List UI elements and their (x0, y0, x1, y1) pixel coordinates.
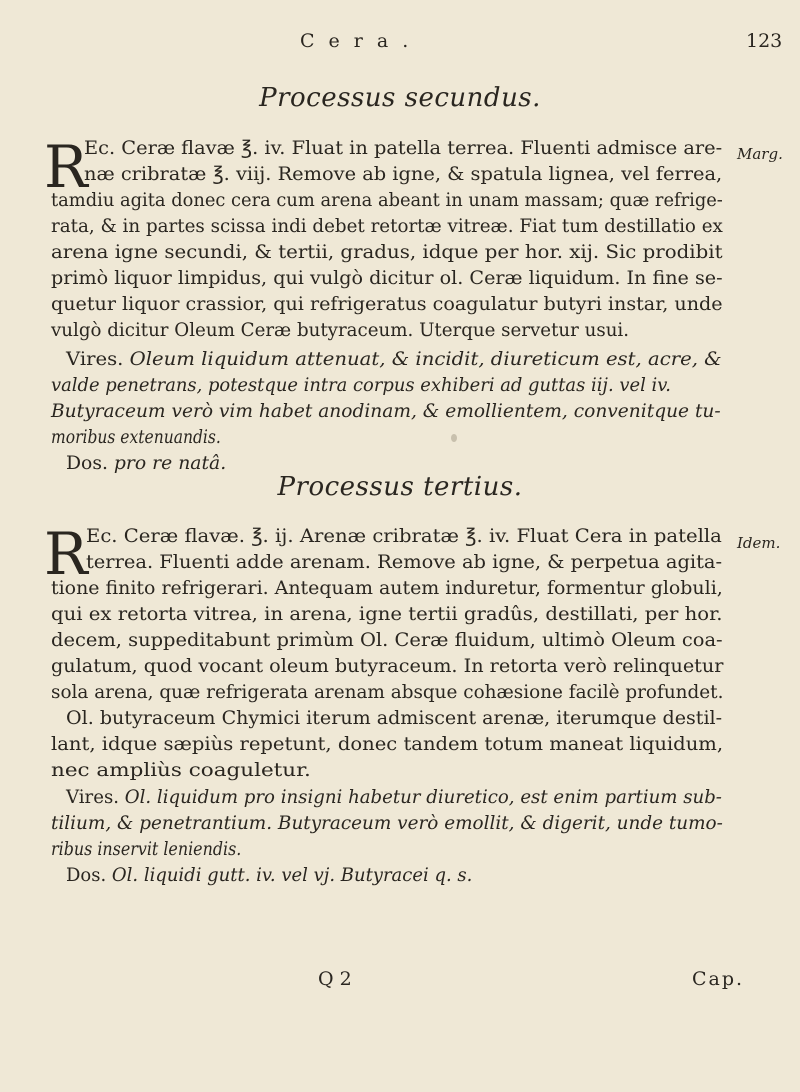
page-footer (0, 968, 800, 998)
text-line: Ol. butyraceum Chymici iterum admiscent arenæ, iterumque destil- (66, 707, 723, 729)
running-title: Cera. (300, 30, 423, 52)
text-line: tamdiu agita donec cera cum arena abeant in unam massam; quæ refrige- (51, 189, 723, 211)
text-line: Ec. Ceræ flavæ. ℥. ij. Arenæ cribratæ ℥. iv. Fluat Cera in patella (86, 525, 722, 547)
dosis-text: pro re natâ. (113, 452, 227, 474)
text-line: næ cribratæ ℥. viij. Remove ab igne, & spatula lignea, vel ferrea, (84, 163, 723, 185)
vires-text: Oleum liquidum attenuat, & incidit, diureticum est, acre, & (129, 348, 722, 370)
dosis-text: Ol. liquidi gutt. iv. vel vj. Butyracei q. s. (111, 864, 473, 886)
vires-line: Butyraceum verò vim habet anodinam, & emollientem, convenitque tu- (51, 400, 721, 422)
text-line: arena igne secundi, & tertii, gradus, idque per hor. xij. Sic prodibit (51, 241, 723, 263)
vires-line: ribus inservit leniendis. (51, 838, 242, 860)
text-line: nec ampliùs coaguletur. (51, 759, 311, 781)
vires-label: Vires. (66, 786, 120, 808)
drop-capital: R (44, 133, 88, 201)
text-line: decem, suppeditabunt primùm Ol. Ceræ fluidum, ultimò Oleum coa- (51, 629, 723, 651)
text-line: qui ex retorta vitrea, in arena, igne tertii gradûs, destillati, per hor. (51, 603, 723, 625)
text-line: rata, & in partes scissa indi debet retortæ vitreæ. Fiat tum destillatio ex (51, 215, 723, 237)
drop-capital: R (44, 520, 88, 588)
page-number: 123 (746, 30, 783, 52)
margin-note: Idem. (737, 534, 781, 552)
section-heading-secundus: Processus secundus. (259, 83, 541, 113)
margin-note: Marg. (737, 145, 783, 163)
dosis-line (66, 862, 472, 888)
text-line: gulatum, quod vocant oleum butyraceum. In retorta verò relinquetur (51, 655, 724, 677)
text-line: sola arena, quæ refrigerata arenam absque cohæsione facilè profundet. (51, 681, 724, 703)
paper-stain (451, 434, 457, 442)
running-head (0, 22, 800, 58)
signature-mark: Q 2 (318, 968, 352, 990)
vires-line (66, 346, 722, 372)
catchword: Cap. (692, 968, 745, 990)
text-line: lant, idque sæpiùs repetunt, donec tandem totum maneat liquidum, (51, 733, 724, 755)
text-line: tione finito refrigerari. Antequam autem induretur, formentur globuli, (51, 577, 723, 599)
dosis-label: Dos. (66, 864, 107, 886)
text-line: vulgò dicitur Oleum Ceræ butyraceum. Uterque servetur usui. (51, 319, 630, 341)
vires-line: moribus extenuandis. (51, 426, 221, 448)
section-heading-tertius: Processus tertius. (277, 472, 523, 502)
dosis-label: Dos. (66, 452, 108, 474)
vires-line: tilium, & penetrantium. Butyraceum verò emollit, & digerit, unde tumo- (51, 812, 723, 834)
vires-line (66, 784, 722, 810)
text-line: Ec. Ceræ flavæ ℥. iv. Fluat in patella terrea. Fluenti admisce are- (84, 137, 723, 159)
vires-text: Ol. liquidum pro insigni habetur diuretico, est enim partium sub- (124, 786, 722, 808)
text-line: primò liquor limpidus, qui vulgò dicitur ol. Ceræ liquidum. In fine se- (51, 267, 723, 289)
text-line: terrea. Fluenti adde arenam. Remove ab igne, & perpetua agita- (86, 551, 723, 573)
vires-label: Vires. (66, 348, 124, 370)
vires-line: valde penetrans, potestque intra corpus exhiberi ad guttas iij. vel iv. (51, 374, 671, 396)
text-line: quetur liquor crassior, qui refrigeratus coagulatur butyri instar, unde (51, 293, 723, 315)
